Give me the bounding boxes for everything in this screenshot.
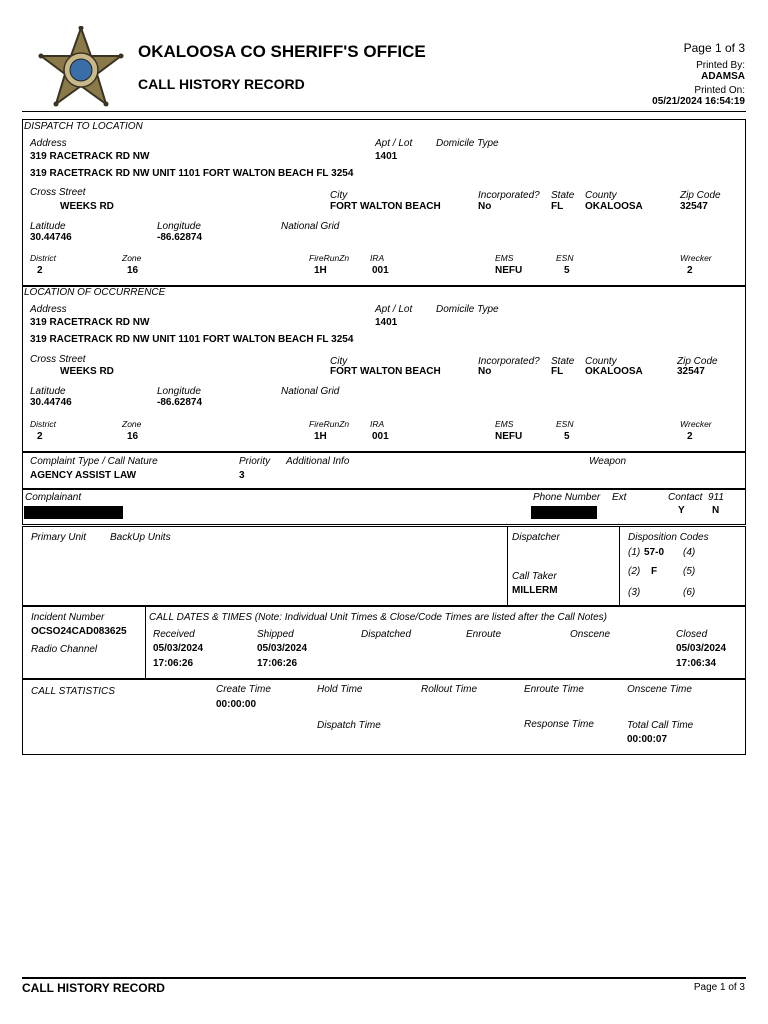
- zip-label: Zip Code: [677, 356, 718, 367]
- occurrence-full-address: 319 RACETRACK RD NW UNIT 1101 FORT WALTON BEACH FL 3254: [30, 334, 354, 345]
- district-label: District: [30, 253, 56, 263]
- occurrence-zone: 16: [127, 431, 139, 442]
- c911-value: N: [712, 505, 720, 516]
- total-call-time-label: Total Call Time: [627, 720, 694, 731]
- occurrence-ira: 001: [372, 431, 389, 442]
- incident-number-value: OCSO24CAD083625: [31, 626, 127, 637]
- shipped-date: 05/03/2024: [257, 643, 308, 654]
- contact-label: Contact: [668, 492, 703, 503]
- disp1-label: (1): [628, 547, 641, 558]
- domicile-type-label: Domicile Type: [436, 138, 499, 149]
- units-divider-2: [619, 526, 620, 606]
- wrecker-label: Wrecker: [680, 253, 712, 263]
- apt-lot-label: Apt / Lot: [375, 304, 413, 315]
- occurrence-latitude: 30.44746: [30, 397, 72, 408]
- printed-by-value: ADAMSA: [701, 71, 745, 82]
- header-divider: [22, 111, 746, 112]
- closed-time: 17:06:34: [676, 658, 717, 669]
- incident-number-label: Incident Number: [31, 612, 105, 623]
- address-label: Address: [30, 138, 67, 149]
- printed-on-value: 05/21/2024 16:54:19: [652, 96, 745, 107]
- dispatch-city: FORT WALTON BEACH: [330, 201, 441, 212]
- dispatch-address: 319 RACETRACK RD NW: [30, 151, 150, 162]
- zip-label: Zip Code: [680, 190, 721, 201]
- printed-on-label: Printed On:: [694, 85, 745, 96]
- county-label: County: [585, 190, 617, 201]
- dispatch-full-address: 319 RACETRACK RD NW UNIT 1101 FORT WALTON BEACH FL 3254: [30, 168, 354, 179]
- dispatch-ira: 001: [372, 265, 389, 276]
- received-date: 05/03/2024: [153, 643, 204, 654]
- esn-label: ESN: [556, 253, 574, 263]
- occurrence-esn: 5: [564, 431, 570, 442]
- call-taker-value: MILLERM: [512, 585, 558, 596]
- priority-label: Priority: [239, 456, 271, 467]
- longitude-label: Longitude: [157, 221, 201, 232]
- priority-value: 3: [239, 470, 245, 481]
- national-grid-label: National Grid: [281, 386, 340, 397]
- occurrence-section-title: LOCATION OF OCCURRENCE: [24, 287, 166, 298]
- dispatch-county: OKALOOSA: [585, 201, 643, 212]
- occurrence-address: 319 RACETRACK RD NW: [30, 317, 150, 328]
- dispatched-label: Dispatched: [361, 629, 412, 640]
- occurrence-state: FL: [551, 366, 564, 377]
- closed-date: 05/03/2024: [676, 643, 727, 654]
- cross-street-label: Cross Street: [30, 187, 86, 198]
- ext-label: Ext: [612, 492, 627, 503]
- dispatch-esn: 5: [564, 265, 570, 276]
- primary-unit-label: Primary Unit: [31, 532, 87, 543]
- address-label: Address: [30, 304, 67, 315]
- disp6-label: (6): [683, 587, 696, 598]
- state-label: State: [551, 190, 575, 201]
- radio-channel-label: Radio Channel: [31, 644, 98, 655]
- occurrence-incorporated: No: [478, 366, 492, 377]
- cross-street-label: Cross Street: [30, 354, 86, 365]
- wrecker-label: Wrecker: [680, 419, 712, 429]
- dispatch-district: 2: [37, 265, 43, 276]
- create-time-label: Create Time: [216, 684, 271, 695]
- rollout-time-label: Rollout Time: [421, 684, 478, 695]
- complainant-section: [22, 489, 746, 525]
- latitude-label: Latitude: [30, 386, 66, 397]
- disp2-label: (2): [628, 566, 641, 577]
- zone-label: Zone: [122, 419, 142, 429]
- complaint-type-label: Complaint Type / Call Nature: [30, 456, 158, 467]
- dispatch-apt: 1401: [375, 151, 398, 162]
- received-label: Received: [153, 629, 195, 640]
- occurrence-county: OKALOOSA: [585, 366, 643, 377]
- units-divider-1: [507, 526, 508, 606]
- dispatch-section-title: DISPATCH TO LOCATION: [24, 121, 143, 132]
- dispatch-incorporated: No: [478, 201, 492, 212]
- occurrence-cross-street: WEEKS RD: [60, 366, 114, 377]
- district-label: District: [30, 419, 56, 429]
- footer-page-indicator: Page 1 of 3: [693, 982, 745, 993]
- dispatcher-label: Dispatcher: [512, 532, 560, 543]
- c911-label: 911: [708, 492, 724, 503]
- footer-title: CALL HISTORY RECORD: [22, 981, 165, 995]
- phone-number-label: Phone Number: [533, 492, 601, 503]
- weapon-label: Weapon: [589, 456, 627, 467]
- page-indicator: Page 1 of 3: [683, 41, 745, 55]
- dispatch-firerunzn: 1H: [314, 265, 327, 276]
- disp3-label: (3): [628, 587, 641, 598]
- phone-number-redaction: [531, 506, 597, 519]
- onscene-label: Onscene: [570, 629, 611, 640]
- zone-label: Zone: [122, 253, 142, 263]
- dispatch-wrecker: 2: [687, 265, 693, 276]
- occurrence-city: FORT WALTON BEACH: [330, 366, 441, 377]
- incorporated-label: Incorporated?: [478, 356, 540, 367]
- footer-divider: [22, 977, 746, 979]
- firerunzn-label: FireRunZn: [309, 419, 350, 429]
- total-call-time-value: 00:00:07: [627, 734, 668, 745]
- contact-value: Y: [678, 505, 685, 516]
- occurrence-apt: 1401: [375, 317, 398, 328]
- shipped-label: Shipped: [257, 629, 294, 640]
- complaint-type-value: AGENCY ASSIST LAW: [30, 470, 137, 481]
- call-statistics-title: CALL STATISTICS: [31, 686, 115, 697]
- backup-units-label: BackUp Units: [110, 532, 171, 543]
- firerunzn-label: FireRunZn: [309, 253, 350, 263]
- esn-label: ESN: [556, 419, 574, 429]
- domicile-type-label: Domicile Type: [436, 304, 499, 315]
- agency-name: OKALOOSA CO SHERIFF'S OFFICE: [138, 42, 426, 61]
- occurrence-wrecker: 2: [687, 431, 693, 442]
- closed-label: Closed: [676, 629, 708, 640]
- report-title: CALL HISTORY RECORD: [138, 76, 305, 92]
- complainant-label: Complainant: [25, 492, 82, 503]
- dispatch-cross-street: WEEKS RD: [60, 201, 114, 212]
- create-time-value: 00:00:00: [216, 699, 257, 710]
- call-taker-label: Call Taker: [512, 571, 557, 582]
- dispatch-latitude: 30.44746: [30, 232, 72, 243]
- state-label: State: [551, 356, 575, 367]
- disposition-codes-label: Disposition Codes: [628, 532, 709, 543]
- dispatch-zip: 32547: [680, 201, 708, 212]
- call-times-title: CALL DATES & TIMES (Note: Individual Unit Times & Close/Code Times are listed after the Call Notes): [149, 612, 607, 623]
- occurrence-zip: 32547: [677, 366, 705, 377]
- disp1-value: 57-0: [644, 547, 665, 558]
- apt-lot-label: Apt / Lot: [375, 138, 413, 149]
- ira-label: IRA: [370, 419, 385, 429]
- dispatch-state: FL: [551, 201, 564, 212]
- received-time: 17:06:26: [153, 658, 194, 669]
- ems-label: EMS: [495, 419, 514, 429]
- city-label: City: [330, 190, 348, 201]
- printed-by-label: Printed By:: [696, 60, 745, 71]
- dispatch-time-label: Dispatch Time: [317, 720, 381, 731]
- city-label: City: [330, 356, 348, 367]
- dispatch-longitude: -86.62874: [157, 232, 203, 243]
- ems-label: EMS: [495, 253, 514, 263]
- occurrence-longitude: -86.62874: [157, 397, 203, 408]
- incorporated-label: Incorporated?: [478, 190, 540, 201]
- ira-label: IRA: [370, 253, 385, 263]
- shipped-time: 17:06:26: [257, 658, 298, 669]
- additional-info-label: Additional Info: [286, 456, 350, 467]
- incident-divider: [145, 606, 146, 679]
- disp2-value: F: [651, 566, 658, 577]
- disp4-label: (4): [683, 547, 696, 558]
- disp5-label: (5): [683, 566, 696, 577]
- complainant-name-redaction: [24, 506, 123, 519]
- dispatch-ems: NEFU: [495, 265, 523, 276]
- county-label: County: [585, 356, 617, 367]
- occurrence-ems: NEFU: [495, 431, 523, 442]
- sheriff-badge: [38, 26, 124, 108]
- occurrence-district: 2: [37, 431, 43, 442]
- onscene-time-label: Onscene Time: [627, 684, 692, 695]
- occurrence-firerunzn: 1H: [314, 431, 327, 442]
- national-grid-label: National Grid: [281, 221, 340, 232]
- longitude-label: Longitude: [157, 386, 201, 397]
- latitude-label: Latitude: [30, 221, 66, 232]
- enroute-time-label: Enroute Time: [524, 684, 584, 695]
- hold-time-label: Hold Time: [317, 684, 363, 695]
- enroute-label: Enroute: [466, 629, 502, 640]
- dispatch-zone: 16: [127, 265, 139, 276]
- response-time-label: Response Time: [524, 719, 594, 730]
